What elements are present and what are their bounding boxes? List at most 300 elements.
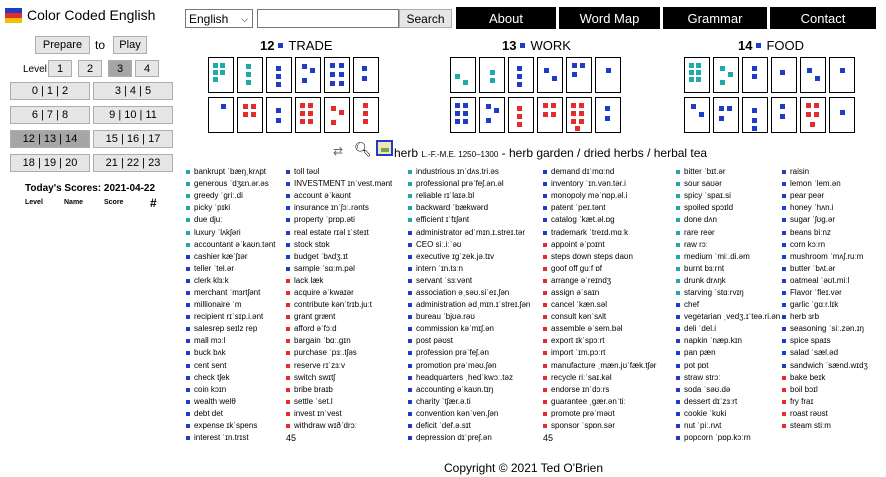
word-item[interactable] [186, 251, 284, 263]
card-dot [806, 112, 811, 117]
word-text: roast rəʊst [790, 408, 828, 418]
word-item[interactable] [186, 323, 284, 335]
word-item[interactable] [286, 408, 404, 420]
category-bullet-icon [408, 351, 412, 355]
level-1-button[interactable]: 1 [48, 60, 72, 77]
word-item[interactable] [782, 384, 882, 396]
word-item[interactable] [543, 275, 671, 287]
word-item[interactable] [782, 178, 882, 190]
word-item[interactable] [286, 360, 404, 372]
word-item[interactable] [186, 214, 284, 226]
word-item[interactable] [286, 275, 404, 287]
category-bullet-icon [782, 339, 786, 343]
word-item[interactable] [286, 299, 404, 311]
category-bullet-icon [408, 364, 412, 368]
category-bullet-icon [782, 170, 786, 174]
word-text: account əˈkaʊnt [294, 191, 352, 201]
word-item[interactable] [408, 214, 540, 226]
word-item[interactable] [676, 202, 780, 214]
word-text: corn kɔːrn [790, 239, 826, 249]
letter-card[interactable] [800, 97, 826, 133]
word-item[interactable] [782, 239, 882, 251]
level-4-button[interactable]: 4 [135, 60, 159, 77]
category-bullet-icon [676, 412, 680, 416]
word-item[interactable] [676, 287, 780, 299]
word-item[interactable] [676, 214, 780, 226]
category-bullet-icon [286, 218, 290, 222]
category-bullet-icon [543, 194, 547, 198]
word-item[interactable] [782, 263, 882, 275]
range-6-8-button[interactable]: 6 | 7 | 8 [10, 106, 90, 124]
category-bullet-icon [676, 206, 680, 210]
word-item[interactable] [676, 178, 780, 190]
word-item[interactable] [543, 347, 671, 359]
word-item[interactable] [543, 251, 671, 263]
word-item[interactable] [408, 311, 540, 323]
word-item[interactable] [186, 360, 284, 372]
letter-card[interactable] [566, 97, 592, 133]
word-item[interactable] [543, 408, 671, 420]
card-dot [571, 119, 576, 124]
word-item[interactable] [676, 347, 780, 359]
word-item[interactable] [286, 323, 404, 335]
word-item[interactable] [782, 202, 882, 214]
word-text: contribute kənˈtrɪb.juːt [294, 300, 372, 310]
word-item[interactable] [543, 420, 671, 432]
word-item[interactable] [286, 372, 404, 384]
word-text: CEO siː.iːˈəʊ [416, 239, 462, 249]
word-item[interactable] [186, 166, 284, 178]
word-text: vegetarian ˌvedʒ.ɪˈteə.ri.ən [684, 312, 780, 322]
letter-card[interactable] [450, 97, 476, 133]
word-item[interactable] [543, 396, 671, 408]
level-2-button[interactable]: 2 [78, 60, 102, 77]
word-item[interactable] [782, 396, 882, 408]
category-bullet-icon [186, 194, 190, 198]
word-item[interactable] [676, 226, 780, 238]
category-bullet-icon [782, 364, 786, 368]
letter-card[interactable] [295, 57, 321, 93]
word-item[interactable] [782, 323, 882, 335]
word-item[interactable] [676, 372, 780, 384]
word-item[interactable] [186, 372, 284, 384]
word-item[interactable] [186, 408, 284, 420]
word-item[interactable] [543, 239, 671, 251]
group-title-trade[interactable] [260, 38, 333, 53]
letter-card[interactable] [324, 57, 350, 93]
category-bullet-icon [782, 376, 786, 380]
word-item[interactable] [676, 396, 780, 408]
card-dot [363, 119, 368, 124]
range-15-17-button[interactable]: 15 | 16 | 17 [93, 130, 173, 148]
word-item[interactable] [408, 408, 540, 420]
category-bullet-icon [543, 376, 547, 380]
group-title-work[interactable] [502, 38, 571, 53]
word-item[interactable] [782, 251, 882, 263]
word-text: promotion prəˈməʊ.ʃən [416, 360, 497, 370]
level-3-button[interactable]: 3 [108, 60, 132, 77]
category-bullet-icon [543, 388, 547, 392]
letter-card[interactable] [566, 57, 592, 93]
word-text: afford əˈfɔːd [294, 324, 337, 334]
word-item[interactable] [186, 396, 284, 408]
word-item[interactable] [543, 323, 671, 335]
letter-card[interactable] [684, 97, 710, 133]
word-text: clerk klɜːk [194, 275, 229, 285]
word-text: spoiled spɔɪld [684, 203, 734, 213]
category-bullet-icon [676, 327, 680, 331]
word-definition [394, 146, 707, 160]
category-bullet-icon [408, 194, 412, 198]
word-item[interactable] [543, 202, 671, 214]
card-dot [300, 103, 305, 108]
card-dot [276, 74, 281, 79]
copyright: Copyright © 2021 Ted O'Brien [444, 461, 603, 475]
word-item[interactable] [676, 384, 780, 396]
word-text: rare reər [684, 227, 715, 237]
card-dot [330, 81, 335, 86]
card-dot [455, 119, 460, 124]
category-bullet-icon [782, 327, 786, 331]
letter-card[interactable] [537, 57, 563, 93]
word-item[interactable] [676, 251, 780, 263]
word-item[interactable] [408, 396, 540, 408]
word-item[interactable] [676, 420, 780, 432]
category-bullet-icon [543, 243, 547, 247]
card-dot [572, 72, 577, 77]
word-item[interactable] [186, 311, 284, 323]
card-dot [463, 103, 468, 108]
range-18-20-button[interactable]: 18 | 19 | 20 [10, 154, 90, 172]
word-item[interactable] [408, 275, 540, 287]
word-text: check tʃek [194, 372, 230, 382]
word-item[interactable] [782, 347, 882, 359]
word-item[interactable] [186, 384, 284, 396]
letter-card[interactable] [771, 57, 797, 93]
card-dot [517, 106, 522, 111]
word-item[interactable] [782, 420, 882, 432]
nav-contact[interactable]: Contact [770, 7, 876, 29]
word-item[interactable] [408, 299, 540, 311]
word-item[interactable] [286, 190, 404, 202]
word-item[interactable] [676, 432, 780, 444]
letter-card[interactable] [479, 57, 505, 93]
word-text: sugar ˈʃʊɡ.ər [790, 215, 836, 225]
word-text: recipient rɪˈsɪp.i.ənt [194, 312, 264, 322]
word-item[interactable] [186, 287, 284, 299]
letter-card[interactable] [353, 57, 379, 93]
word-item[interactable] [543, 372, 671, 384]
word-item[interactable] [676, 299, 780, 311]
word-item[interactable] [782, 287, 882, 299]
word-item[interactable] [408, 323, 540, 335]
word-item[interactable] [186, 275, 284, 287]
word-item[interactable] [408, 384, 540, 396]
letter-card[interactable] [684, 57, 710, 93]
word-text: property ˈprɒp.əti [294, 215, 355, 225]
word-text: monopoly məˈnɒp.əl.i [551, 191, 628, 201]
word-text: intern ˈɪn.tɜːn [416, 263, 463, 273]
word-item[interactable] [186, 299, 284, 311]
word-item[interactable] [286, 347, 404, 359]
word-text: garlic ˈɡɑːr.lɪk [790, 300, 839, 310]
search-button[interactable]: Search [399, 9, 452, 28]
card-dot [689, 63, 694, 68]
nav-about[interactable]: About [456, 7, 556, 29]
word-text: arrange əˈreɪndʒ [551, 275, 612, 285]
word-column [286, 166, 404, 444]
word-item[interactable] [408, 287, 540, 299]
word-text: efficient ɪˈfɪʃənt [416, 215, 470, 225]
word-item[interactable] [286, 226, 404, 238]
word-item[interactable] [408, 251, 540, 263]
word-item[interactable] [676, 408, 780, 420]
definition-text: - herb garden / dried herbs / herbal tea [498, 146, 708, 160]
word-text: commission kəˈmɪʃ.ən [416, 324, 494, 334]
word-text: accountant əˈkaʊn.tənt [194, 239, 276, 249]
word-item[interactable] [186, 202, 284, 214]
word-item[interactable] [286, 396, 404, 408]
letter-card[interactable] [208, 97, 234, 133]
word-text: oatmeal ˈəʊt.miːl [790, 275, 850, 285]
letter-card[interactable] [595, 97, 621, 133]
letter-card[interactable] [266, 57, 292, 93]
group-title-food[interactable] [738, 38, 804, 53]
word-item[interactable] [543, 335, 671, 347]
word-item[interactable] [286, 311, 404, 323]
word-item[interactable] [286, 214, 404, 226]
category-bullet-icon [408, 267, 412, 271]
letter-card[interactable] [266, 97, 292, 133]
word-item[interactable] [408, 190, 540, 202]
category-bullet-icon [286, 303, 290, 307]
word-item[interactable] [286, 287, 404, 299]
word-item[interactable] [408, 263, 540, 275]
word-item[interactable] [782, 275, 882, 287]
category-bullet-icon [543, 267, 547, 271]
word-item[interactable] [286, 251, 404, 263]
word-item[interactable] [186, 347, 284, 359]
word-text: burnt bɜːrnt [684, 263, 725, 273]
word-item[interactable] [782, 299, 882, 311]
word-item[interactable] [676, 239, 780, 251]
letter-card[interactable] [713, 97, 739, 133]
word-item[interactable] [408, 166, 540, 178]
word-item[interactable] [782, 360, 882, 372]
card-dot [339, 110, 344, 115]
word-item[interactable] [543, 299, 671, 311]
language-select[interactable] [185, 9, 253, 28]
word-item[interactable] [186, 335, 284, 347]
word-item[interactable] [408, 347, 540, 359]
letter-card[interactable] [595, 57, 621, 93]
word-item[interactable] [543, 360, 671, 372]
category-bullet-icon [286, 376, 290, 380]
card-dot [752, 126, 757, 131]
card-dot [463, 111, 468, 116]
word-text: trademark ˈtreɪd.mɑːk [551, 227, 629, 237]
word-item[interactable] [408, 372, 540, 384]
card-dot [752, 66, 757, 71]
category-bullet-icon [676, 243, 680, 247]
word-item[interactable] [186, 226, 284, 238]
word-text: bake beɪk [790, 372, 826, 382]
word-item[interactable] [543, 287, 671, 299]
word-text: budget ˈbʌdʒ.ɪt [294, 251, 348, 261]
word-item[interactable] [408, 239, 540, 251]
category-bullet-icon [543, 170, 547, 174]
word-item[interactable] [543, 190, 671, 202]
word-text: wealth welθ [194, 396, 236, 406]
word-text: debt det [194, 408, 223, 418]
word-item[interactable] [782, 226, 882, 238]
letter-card[interactable] [713, 57, 739, 93]
word-item[interactable] [782, 372, 882, 384]
letter-card[interactable] [742, 97, 768, 133]
word-item[interactable] [408, 360, 540, 372]
word-text: real estate rɪəl ɪˈsteɪt [294, 227, 369, 237]
word-text: done dʌn [684, 215, 717, 225]
word-item[interactable] [186, 178, 284, 190]
category-bullet-icon [286, 412, 290, 416]
card-dot [494, 108, 499, 113]
nav-word-map[interactable]: Word Map [559, 7, 660, 29]
word-item[interactable] [543, 384, 671, 396]
word-item[interactable] [676, 166, 780, 178]
card-dot [696, 63, 701, 68]
word-text: reliable rɪˈlaɪə.bl [416, 191, 475, 201]
word-item[interactable] [543, 263, 671, 275]
word-item[interactable] [408, 432, 540, 444]
word-item[interactable] [782, 311, 882, 323]
category-bullet-icon [186, 170, 190, 174]
word-item[interactable] [782, 190, 882, 202]
word-item[interactable] [408, 178, 540, 190]
letter-card[interactable] [829, 57, 855, 93]
letter-card[interactable] [208, 57, 234, 93]
word-item[interactable] [186, 190, 284, 202]
letter-card[interactable] [537, 97, 563, 133]
word-item[interactable] [782, 166, 882, 178]
word-item[interactable] [676, 263, 780, 275]
category-bullet-icon [676, 182, 680, 186]
letter-card[interactable] [353, 97, 379, 133]
word-item[interactable] [543, 226, 671, 238]
word-item[interactable] [408, 335, 540, 347]
card-dot [276, 108, 281, 113]
word-item[interactable] [782, 335, 882, 347]
word-item[interactable] [286, 178, 404, 190]
card-dot [251, 104, 256, 109]
group-number: 14 [738, 38, 753, 53]
word-text: Flavor ˈfleɪ.vər [790, 287, 842, 297]
letter-card[interactable] [479, 97, 505, 133]
letter-card[interactable] [742, 57, 768, 93]
word-item[interactable] [286, 202, 404, 214]
word-item[interactable] [782, 408, 882, 420]
word-item[interactable] [543, 166, 671, 178]
letter-card[interactable] [771, 97, 797, 133]
word-text: recycle riːˈsaɪ.kəl [551, 372, 612, 382]
play-button[interactable]: Play [113, 36, 147, 54]
letter-card[interactable] [800, 57, 826, 93]
prepare-button[interactable]: Prepare [35, 36, 90, 54]
word-item[interactable] [676, 311, 780, 323]
word-item[interactable] [186, 263, 284, 275]
word-item[interactable] [676, 190, 780, 202]
range-0-2-button[interactable]: 0 | 1 | 2 [10, 82, 90, 100]
swap-arrows-icon[interactable]: ⇄ [333, 144, 344, 158]
category-bullet-icon [286, 388, 290, 392]
word-item[interactable] [186, 432, 284, 444]
word-item[interactable] [408, 226, 540, 238]
category-bullet-icon [676, 255, 680, 259]
word-item[interactable] [408, 202, 540, 214]
word-text: mall mɔːl [194, 336, 226, 346]
category-bullet-icon [782, 267, 786, 271]
word-item[interactable] [286, 166, 404, 178]
category-bullet-icon [186, 424, 190, 428]
word-item[interactable] [286, 263, 404, 275]
letter-card[interactable] [237, 97, 263, 133]
word-item[interactable] [676, 323, 780, 335]
word-item[interactable] [286, 335, 404, 347]
word-text: millionaire ˈm [194, 300, 242, 310]
to-label: to [95, 38, 106, 52]
letter-card[interactable] [237, 57, 263, 93]
word-item[interactable] [676, 275, 780, 287]
word-item[interactable] [543, 311, 671, 323]
letter-card[interactable] [829, 97, 855, 133]
word-column [408, 166, 540, 444]
card-dot [276, 118, 281, 123]
letter-card[interactable] [295, 97, 321, 133]
letter-card[interactable] [324, 97, 350, 133]
word-item[interactable] [286, 420, 404, 432]
word-item[interactable] [408, 420, 540, 432]
word-item[interactable] [676, 360, 780, 372]
range-21-23-button[interactable]: 21 | 22 | 23 [93, 154, 173, 172]
word-item[interactable] [186, 239, 284, 251]
word-item[interactable] [543, 178, 671, 190]
word-item[interactable] [286, 239, 404, 251]
letter-card[interactable] [450, 57, 476, 93]
letter-card[interactable] [508, 97, 534, 133]
magnifier-icon[interactable]: 🔍︎ [354, 141, 372, 157]
search-input[interactable] [257, 9, 399, 28]
card-dot [362, 66, 367, 71]
word-item[interactable] [186, 420, 284, 432]
card-dot [689, 77, 694, 82]
letter-card[interactable] [508, 57, 534, 93]
word-item[interactable] [286, 384, 404, 396]
category-bullet-icon [408, 206, 412, 210]
range-9-11-button[interactable]: 9 | 10 | 11 [93, 106, 173, 124]
range-3-5-button[interactable]: 3 | 4 | 5 [93, 82, 173, 100]
category-bullet-icon [543, 218, 547, 222]
category-bullet-icon [186, 231, 190, 235]
range-12-14-button[interactable]: 12 | 13 | 14 [10, 130, 90, 148]
category-bullet-icon [676, 170, 680, 174]
category-bullet-icon [408, 400, 412, 404]
word-item[interactable] [782, 214, 882, 226]
word-item[interactable] [676, 335, 780, 347]
word-text: settle ˈset.l [294, 396, 333, 406]
word-item[interactable] [543, 214, 671, 226]
image-icon[interactable] [376, 140, 393, 156]
category-bullet-icon [676, 339, 680, 343]
nav-grammar[interactable]: Grammar [663, 7, 767, 29]
